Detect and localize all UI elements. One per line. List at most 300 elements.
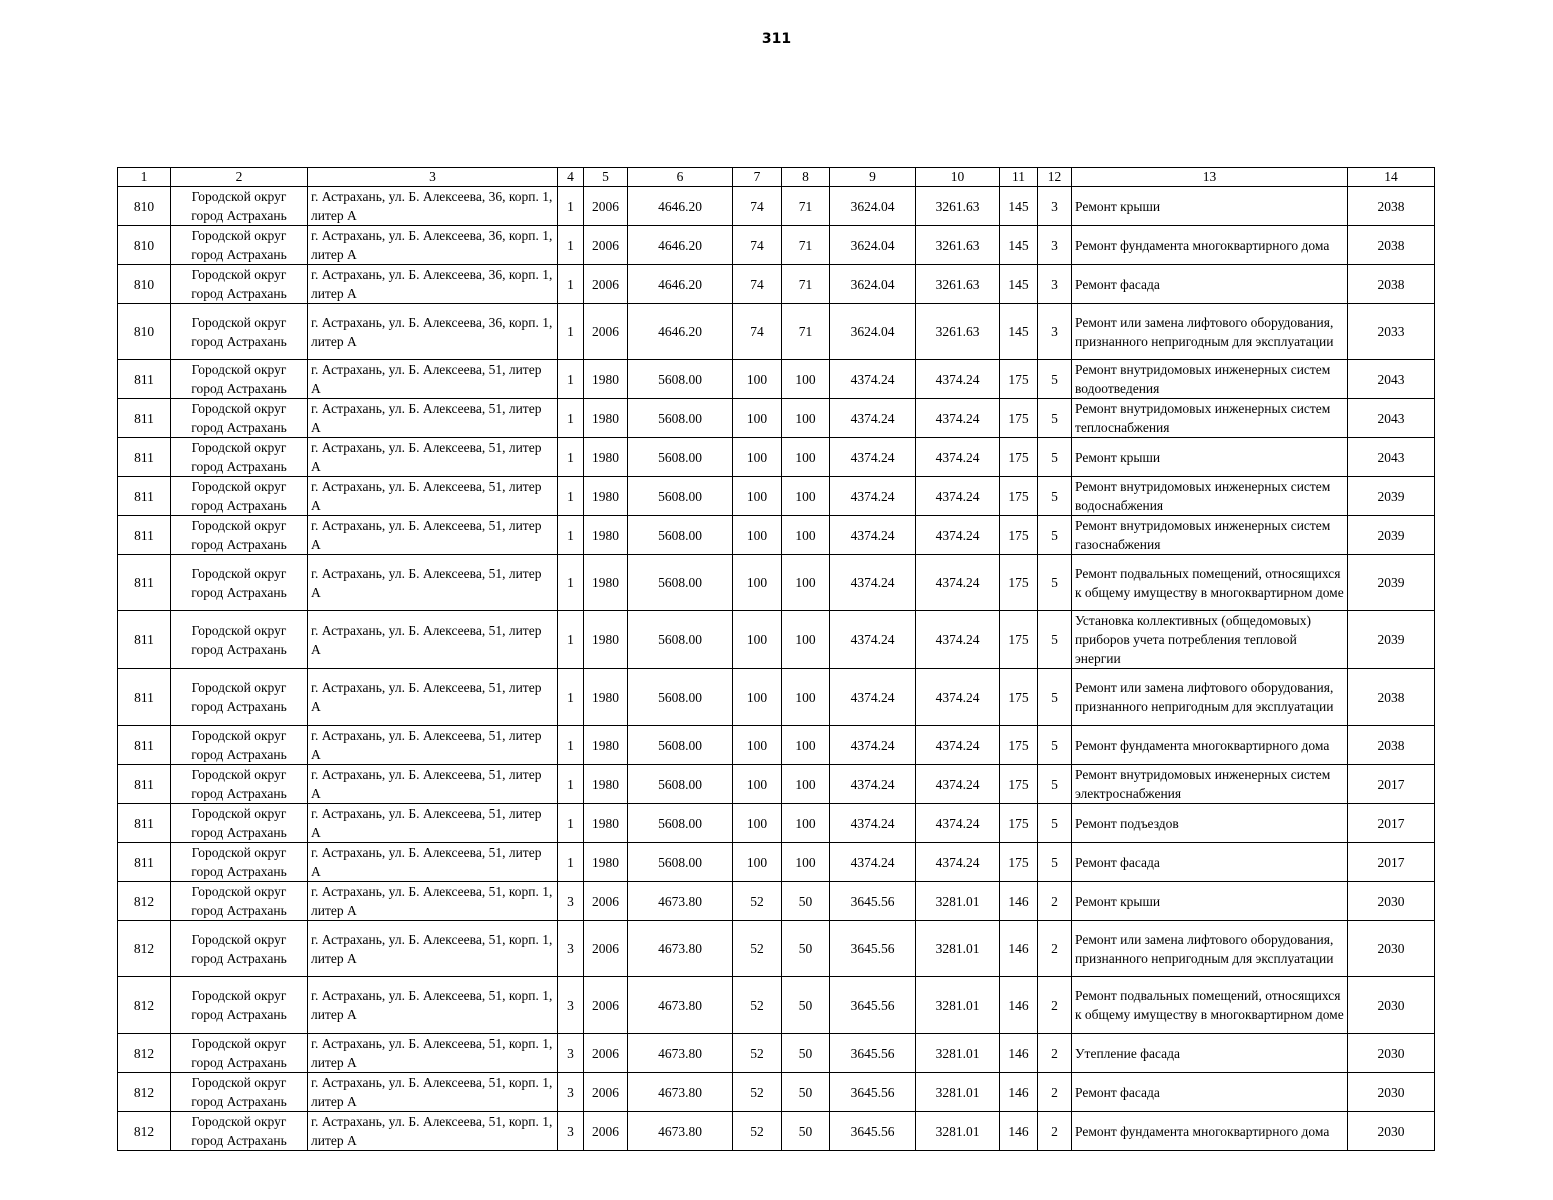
column-header-9: 9 — [830, 168, 916, 187]
work-type-cell: Ремонт фундамента многоквартирного дома — [1072, 1112, 1348, 1151]
apartments-residential-cell: 50 — [782, 977, 830, 1034]
year-built-cell: 1980 — [584, 843, 628, 882]
row-number-cell: 812 — [118, 1073, 171, 1112]
residents-cell: 175 — [1000, 611, 1038, 669]
work-type-cell: Ремонт или замена лифтового оборудования, признанного непригодным для эксплуатации — [1072, 669, 1348, 726]
total-area-cell: 5608.00 — [628, 516, 733, 555]
apartments-total-cell: 100 — [733, 765, 782, 804]
plan-year-cell: 2039 — [1348, 611, 1435, 669]
header-row — [118, 168, 1435, 187]
apartments-residential-cell: 71 — [782, 187, 830, 226]
plan-year-cell: 2030 — [1348, 1034, 1435, 1073]
private-area-cell: 4374.24 — [916, 516, 1000, 555]
apartments-residential-cell: 100 — [782, 399, 830, 438]
municipality-cell: Городской округ город Астрахань — [171, 1112, 308, 1151]
plan-year-cell: 2043 — [1348, 399, 1435, 438]
plan-year-cell: 2039 — [1348, 516, 1435, 555]
row-number-cell: 811 — [118, 611, 171, 669]
category-cell: 3 — [558, 1034, 584, 1073]
work-type-cell: Ремонт фасада — [1072, 843, 1348, 882]
capital-repair-table — [117, 167, 1435, 1151]
total-area-cell: 4646.20 — [628, 265, 733, 304]
residents-cell: 175 — [1000, 765, 1038, 804]
address-cell: г. Астрахань, ул. Б. Алексеева, 51, литер А — [308, 516, 558, 555]
table-row — [118, 843, 1435, 882]
plan-year-cell: 2030 — [1348, 1112, 1435, 1151]
table-row — [118, 1034, 1435, 1073]
private-area-cell: 4374.24 — [916, 726, 1000, 765]
address-cell: г. Астрахань, ул. Б. Алексеева, 36, корп. 1, литер А — [308, 304, 558, 360]
work-type-cell: Ремонт внутридомовых инженерных систем теплоснабжения — [1072, 399, 1348, 438]
private-area-cell: 3281.01 — [916, 882, 1000, 921]
floors-cell: 5 — [1038, 611, 1072, 669]
work-type-cell: Ремонт внутридомовых инженерных систем газоснабжения — [1072, 516, 1348, 555]
category-cell: 1 — [558, 265, 584, 304]
private-area-cell: 4374.24 — [916, 555, 1000, 611]
apartments-residential-cell: 100 — [782, 804, 830, 843]
work-type-cell: Ремонт подвальных помещений, относящихся к общему имуществу в многоквартирном доме — [1072, 977, 1348, 1034]
total-area-cell: 4646.20 — [628, 226, 733, 265]
address-cell: г. Астрахань, ул. Б. Алексеева, 51, литер А — [308, 669, 558, 726]
plan-year-cell: 2030 — [1348, 977, 1435, 1034]
total-area-cell: 5608.00 — [628, 843, 733, 882]
address-cell: г. Астрахань, ул. Б. Алексеева, 51, литер А — [308, 765, 558, 804]
residents-cell: 175 — [1000, 555, 1038, 611]
work-type-cell: Ремонт или замена лифтового оборудования, признанного непригодным для эксплуатации — [1072, 304, 1348, 360]
page-number: 311 — [761, 31, 792, 47]
apartments-total-cell: 52 — [733, 921, 782, 977]
row-number-cell: 811 — [118, 438, 171, 477]
apartments-total-cell: 100 — [733, 399, 782, 438]
floors-cell: 5 — [1038, 555, 1072, 611]
municipality-cell: Городской округ город Астрахань — [171, 516, 308, 555]
category-cell: 1 — [558, 611, 584, 669]
floors-cell: 2 — [1038, 1112, 1072, 1151]
row-number-cell: 811 — [118, 804, 171, 843]
year-built-cell: 2006 — [584, 977, 628, 1034]
address-cell: г. Астрахань, ул. Б. Алексеева, 51, литер А — [308, 843, 558, 882]
table-row — [118, 669, 1435, 726]
category-cell: 1 — [558, 477, 584, 516]
row-number-cell: 812 — [118, 921, 171, 977]
apartments-residential-cell: 100 — [782, 438, 830, 477]
floors-cell: 2 — [1038, 977, 1072, 1034]
plan-year-cell: 2033 — [1348, 304, 1435, 360]
apartments-total-cell: 100 — [733, 555, 782, 611]
living-area-cell: 4374.24 — [830, 611, 916, 669]
column-header-4: 4 — [558, 168, 584, 187]
private-area-cell: 4374.24 — [916, 843, 1000, 882]
municipality-cell: Городской округ город Астрахань — [171, 1034, 308, 1073]
municipality-cell: Городской округ город Астрахань — [171, 843, 308, 882]
floors-cell: 5 — [1038, 726, 1072, 765]
table-row — [118, 1112, 1435, 1151]
total-area-cell: 4646.20 — [628, 187, 733, 226]
municipality-cell: Городской округ город Астрахань — [171, 611, 308, 669]
address-cell: г. Астрахань, ул. Б. Алексеева, 51, литер А — [308, 726, 558, 765]
address-cell: г. Астрахань, ул. Б. Алексеева, 51, литер А — [308, 611, 558, 669]
private-area-cell: 4374.24 — [916, 399, 1000, 438]
category-cell: 1 — [558, 187, 584, 226]
plan-year-cell: 2017 — [1348, 804, 1435, 843]
residents-cell: 145 — [1000, 304, 1038, 360]
total-area-cell: 5608.00 — [628, 669, 733, 726]
private-area-cell: 3261.63 — [916, 265, 1000, 304]
apartments-total-cell: 52 — [733, 882, 782, 921]
living-area-cell: 3645.56 — [830, 1034, 916, 1073]
apartments-total-cell: 100 — [733, 843, 782, 882]
year-built-cell: 1980 — [584, 804, 628, 843]
floors-cell: 5 — [1038, 477, 1072, 516]
plan-year-cell: 2043 — [1348, 360, 1435, 399]
work-type-cell: Ремонт внутридомовых инженерных систем водоснабжения — [1072, 477, 1348, 516]
apartments-total-cell: 100 — [733, 804, 782, 843]
total-area-cell: 4673.80 — [628, 1073, 733, 1112]
living-area-cell: 3624.04 — [830, 187, 916, 226]
plan-year-cell: 2039 — [1348, 555, 1435, 611]
apartments-total-cell: 100 — [733, 669, 782, 726]
apartments-residential-cell: 50 — [782, 1073, 830, 1112]
municipality-cell: Городской округ город Астрахань — [171, 977, 308, 1034]
private-area-cell: 3261.63 — [916, 304, 1000, 360]
private-area-cell: 4374.24 — [916, 438, 1000, 477]
private-area-cell: 3261.63 — [916, 226, 1000, 265]
total-area-cell: 5608.00 — [628, 726, 733, 765]
total-area-cell: 5608.00 — [628, 360, 733, 399]
work-type-cell: Ремонт или замена лифтового оборудования, признанного непригодным для эксплуатации — [1072, 921, 1348, 977]
floors-cell: 2 — [1038, 1073, 1072, 1112]
row-number-cell: 812 — [118, 882, 171, 921]
row-number-cell: 811 — [118, 555, 171, 611]
table-row — [118, 226, 1435, 265]
residents-cell: 175 — [1000, 516, 1038, 555]
floors-cell: 5 — [1038, 516, 1072, 555]
apartments-total-cell: 74 — [733, 187, 782, 226]
column-header-10: 10 — [916, 168, 1000, 187]
column-header-6: 6 — [628, 168, 733, 187]
apartments-total-cell: 52 — [733, 977, 782, 1034]
total-area-cell: 4646.20 — [628, 304, 733, 360]
residents-cell: 175 — [1000, 804, 1038, 843]
municipality-cell: Городской округ город Астрахань — [171, 765, 308, 804]
address-cell: г. Астрахань, ул. Б. Алексеева, 51, корп. 1, литер А — [308, 1034, 558, 1073]
municipality-cell: Городской округ город Астрахань — [171, 226, 308, 265]
plan-year-cell: 2039 — [1348, 477, 1435, 516]
category-cell: 1 — [558, 843, 584, 882]
living-area-cell: 4374.24 — [830, 843, 916, 882]
floors-cell: 2 — [1038, 882, 1072, 921]
table-row — [118, 1073, 1435, 1112]
total-area-cell: 4673.80 — [628, 921, 733, 977]
living-area-cell: 3624.04 — [830, 304, 916, 360]
residents-cell: 146 — [1000, 1034, 1038, 1073]
apartments-residential-cell: 100 — [782, 360, 830, 399]
total-area-cell: 5608.00 — [628, 438, 733, 477]
apartments-residential-cell: 50 — [782, 1112, 830, 1151]
residents-cell: 146 — [1000, 882, 1038, 921]
year-built-cell: 1980 — [584, 399, 628, 438]
address-cell: г. Астрахань, ул. Б. Алексеева, 51, корп. 1, литер А — [308, 1112, 558, 1151]
municipality-cell: Городской округ город Астрахань — [171, 726, 308, 765]
living-area-cell: 3645.56 — [830, 882, 916, 921]
year-built-cell: 2006 — [584, 1034, 628, 1073]
floors-cell: 5 — [1038, 399, 1072, 438]
table-row — [118, 516, 1435, 555]
living-area-cell: 3645.56 — [830, 1073, 916, 1112]
table-row — [118, 399, 1435, 438]
living-area-cell: 4374.24 — [830, 555, 916, 611]
apartments-residential-cell: 100 — [782, 516, 830, 555]
living-area-cell: 4374.24 — [830, 438, 916, 477]
total-area-cell: 5608.00 — [628, 804, 733, 843]
column-header-3: 3 — [308, 168, 558, 187]
plan-year-cell: 2017 — [1348, 765, 1435, 804]
row-number-cell: 812 — [118, 1112, 171, 1151]
apartments-total-cell: 100 — [733, 360, 782, 399]
residents-cell: 146 — [1000, 977, 1038, 1034]
row-number-cell: 811 — [118, 669, 171, 726]
residents-cell: 175 — [1000, 360, 1038, 399]
floors-cell: 5 — [1038, 843, 1072, 882]
plan-year-cell: 2038 — [1348, 187, 1435, 226]
row-number-cell: 811 — [118, 477, 171, 516]
category-cell: 1 — [558, 669, 584, 726]
address-cell: г. Астрахань, ул. Б. Алексеева, 51, литер А — [308, 804, 558, 843]
table-header — [118, 168, 1435, 187]
total-area-cell: 4673.80 — [628, 1034, 733, 1073]
category-cell: 1 — [558, 304, 584, 360]
row-number-cell: 811 — [118, 843, 171, 882]
municipality-cell: Городской округ город Астрахань — [171, 477, 308, 516]
column-header-13: 13 — [1072, 168, 1348, 187]
table-row — [118, 477, 1435, 516]
address-cell: г. Астрахань, ул. Б. Алексеева, 36, корп. 1, литер А — [308, 265, 558, 304]
apartments-residential-cell: 71 — [782, 265, 830, 304]
category-cell: 1 — [558, 555, 584, 611]
row-number-cell: 810 — [118, 226, 171, 265]
row-number-cell: 811 — [118, 726, 171, 765]
year-built-cell: 2006 — [584, 1112, 628, 1151]
municipality-cell: Городской округ город Астрахань — [171, 921, 308, 977]
plan-year-cell: 2038 — [1348, 726, 1435, 765]
floors-cell: 3 — [1038, 265, 1072, 304]
year-built-cell: 2006 — [584, 921, 628, 977]
category-cell: 3 — [558, 921, 584, 977]
total-area-cell: 4673.80 — [628, 882, 733, 921]
apartments-residential-cell: 50 — [782, 1034, 830, 1073]
column-header-12: 12 — [1038, 168, 1072, 187]
plan-year-cell: 2038 — [1348, 669, 1435, 726]
category-cell: 3 — [558, 1073, 584, 1112]
work-type-cell: Ремонт подъездов — [1072, 804, 1348, 843]
year-built-cell: 1980 — [584, 555, 628, 611]
floors-cell: 5 — [1038, 438, 1072, 477]
category-cell: 1 — [558, 360, 584, 399]
municipality-cell: Городской округ город Астрахань — [171, 669, 308, 726]
private-area-cell: 4374.24 — [916, 765, 1000, 804]
table-row — [118, 360, 1435, 399]
floors-cell: 3 — [1038, 304, 1072, 360]
apartments-total-cell: 100 — [733, 438, 782, 477]
private-area-cell: 4374.24 — [916, 669, 1000, 726]
work-type-cell: Ремонт внутридомовых инженерных систем электроснабжения — [1072, 765, 1348, 804]
total-area-cell: 4673.80 — [628, 1112, 733, 1151]
address-cell: г. Астрахань, ул. Б. Алексеева, 51, корп. 1, литер А — [308, 921, 558, 977]
row-number-cell: 810 — [118, 265, 171, 304]
year-built-cell: 1980 — [584, 611, 628, 669]
private-area-cell: 3261.63 — [916, 187, 1000, 226]
residents-cell: 146 — [1000, 921, 1038, 977]
apartments-total-cell: 52 — [733, 1112, 782, 1151]
address-cell: г. Астрахань, ул. Б. Алексеева, 51, литер А — [308, 399, 558, 438]
table-body — [118, 187, 1435, 1151]
floors-cell: 5 — [1038, 360, 1072, 399]
address-cell: г. Астрахань, ул. Б. Алексеева, 51, корп. 1, литер А — [308, 977, 558, 1034]
address-cell: г. Астрахань, ул. Б. Алексеева, 51, литер А — [308, 360, 558, 399]
year-built-cell: 1980 — [584, 765, 628, 804]
table-row — [118, 977, 1435, 1034]
column-header-5: 5 — [584, 168, 628, 187]
year-built-cell: 1980 — [584, 669, 628, 726]
apartments-residential-cell: 50 — [782, 921, 830, 977]
municipality-cell: Городской округ город Астрахань — [171, 399, 308, 438]
living-area-cell: 4374.24 — [830, 360, 916, 399]
floors-cell: 3 — [1038, 226, 1072, 265]
apartments-total-cell: 52 — [733, 1073, 782, 1112]
municipality-cell: Городской округ город Астрахань — [171, 555, 308, 611]
total-area-cell: 5608.00 — [628, 477, 733, 516]
row-number-cell: 811 — [118, 360, 171, 399]
living-area-cell: 4374.24 — [830, 516, 916, 555]
work-type-cell: Утепление фасада — [1072, 1034, 1348, 1073]
apartments-total-cell: 100 — [733, 726, 782, 765]
table-row — [118, 882, 1435, 921]
work-type-cell: Ремонт внутридомовых инженерных систем водоотведения — [1072, 360, 1348, 399]
apartments-residential-cell: 100 — [782, 726, 830, 765]
living-area-cell: 4374.24 — [830, 669, 916, 726]
plan-year-cell: 2030 — [1348, 882, 1435, 921]
year-built-cell: 2006 — [584, 882, 628, 921]
table-row — [118, 304, 1435, 360]
living-area-cell: 3645.56 — [830, 921, 916, 977]
column-header-2: 2 — [171, 168, 308, 187]
private-area-cell: 3281.01 — [916, 921, 1000, 977]
apartments-residential-cell: 100 — [782, 843, 830, 882]
address-cell: г. Астрахань, ул. Б. Алексеева, 51, литер А — [308, 438, 558, 477]
municipality-cell: Городской округ город Астрахань — [171, 187, 308, 226]
living-area-cell: 4374.24 — [830, 765, 916, 804]
category-cell: 1 — [558, 438, 584, 477]
living-area-cell: 4374.24 — [830, 399, 916, 438]
address-cell: г. Астрахань, ул. Б. Алексеева, 51, корп. 1, литер А — [308, 1073, 558, 1112]
municipality-cell: Городской округ город Астрахань — [171, 1073, 308, 1112]
floors-cell: 3 — [1038, 187, 1072, 226]
living-area-cell: 4374.24 — [830, 804, 916, 843]
private-area-cell: 4374.24 — [916, 804, 1000, 843]
municipality-cell: Городской округ город Астрахань — [171, 360, 308, 399]
apartments-total-cell: 100 — [733, 516, 782, 555]
address-cell: г. Астрахань, ул. Б. Алексеева, 36, корп. 1, литер А — [308, 226, 558, 265]
private-area-cell: 4374.24 — [916, 611, 1000, 669]
apartments-residential-cell: 100 — [782, 555, 830, 611]
work-type-cell: Ремонт фасада — [1072, 1073, 1348, 1112]
living-area-cell: 4374.24 — [830, 477, 916, 516]
year-built-cell: 1980 — [584, 726, 628, 765]
residents-cell: 175 — [1000, 399, 1038, 438]
year-built-cell: 1980 — [584, 438, 628, 477]
table-row — [118, 555, 1435, 611]
work-type-cell: Ремонт фундамента многоквартирного дома — [1072, 226, 1348, 265]
category-cell: 1 — [558, 226, 584, 265]
address-cell: г. Астрахань, ул. Б. Алексеева, 51, корп. 1, литер А — [308, 882, 558, 921]
row-number-cell: 810 — [118, 187, 171, 226]
column-header-7: 7 — [733, 168, 782, 187]
municipality-cell: Городской округ город Астрахань — [171, 265, 308, 304]
residents-cell: 145 — [1000, 187, 1038, 226]
table-row — [118, 804, 1435, 843]
apartments-residential-cell: 100 — [782, 611, 830, 669]
floors-cell: 5 — [1038, 804, 1072, 843]
living-area-cell: 3624.04 — [830, 226, 916, 265]
plan-year-cell: 2030 — [1348, 921, 1435, 977]
work-type-cell: Ремонт фундамента многоквартирного дома — [1072, 726, 1348, 765]
private-area-cell: 3281.01 — [916, 977, 1000, 1034]
municipality-cell: Городской округ город Астрахань — [171, 304, 308, 360]
residents-cell: 175 — [1000, 669, 1038, 726]
category-cell: 1 — [558, 765, 584, 804]
year-built-cell: 2006 — [584, 226, 628, 265]
municipality-cell: Городской округ город Астрахань — [171, 438, 308, 477]
residents-cell: 175 — [1000, 477, 1038, 516]
residents-cell: 146 — [1000, 1112, 1038, 1151]
residents-cell: 145 — [1000, 265, 1038, 304]
living-area-cell: 3624.04 — [830, 265, 916, 304]
apartments-residential-cell: 100 — [782, 477, 830, 516]
table-row — [118, 765, 1435, 804]
table-row — [118, 438, 1435, 477]
table-row — [118, 611, 1435, 669]
work-type-cell: Ремонт фасада — [1072, 265, 1348, 304]
floors-cell: 2 — [1038, 921, 1072, 977]
column-header-11: 11 — [1000, 168, 1038, 187]
plan-year-cell: 2030 — [1348, 1073, 1435, 1112]
address-cell: г. Астрахань, ул. Б. Алексеева, 51, литер А — [308, 477, 558, 516]
column-header-14: 14 — [1348, 168, 1435, 187]
work-type-cell: Ремонт крыши — [1072, 187, 1348, 226]
living-area-cell: 4374.24 — [830, 726, 916, 765]
residents-cell: 146 — [1000, 1073, 1038, 1112]
address-cell: г. Астрахань, ул. Б. Алексеева, 36, корп. 1, литер А — [308, 187, 558, 226]
work-type-cell: Установка коллективных (общедомовых) приборов учета потребления тепловой энергии — [1072, 611, 1348, 669]
floors-cell: 2 — [1038, 1034, 1072, 1073]
apartments-residential-cell: 100 — [782, 765, 830, 804]
table-row — [118, 921, 1435, 977]
row-number-cell: 811 — [118, 765, 171, 804]
apartments-total-cell: 52 — [733, 1034, 782, 1073]
apartments-residential-cell: 71 — [782, 226, 830, 265]
total-area-cell: 4673.80 — [628, 977, 733, 1034]
work-type-cell: Ремонт крыши — [1072, 882, 1348, 921]
address-cell: г. Астрахань, ул. Б. Алексеева, 51, литер А — [308, 555, 558, 611]
residents-cell: 175 — [1000, 843, 1038, 882]
year-built-cell: 2006 — [584, 187, 628, 226]
municipality-cell: Городской округ город Астрахань — [171, 882, 308, 921]
private-area-cell: 4374.24 — [916, 477, 1000, 516]
residents-cell: 175 — [1000, 726, 1038, 765]
category-cell: 1 — [558, 516, 584, 555]
row-number-cell: 810 — [118, 304, 171, 360]
total-area-cell: 5608.00 — [628, 399, 733, 438]
